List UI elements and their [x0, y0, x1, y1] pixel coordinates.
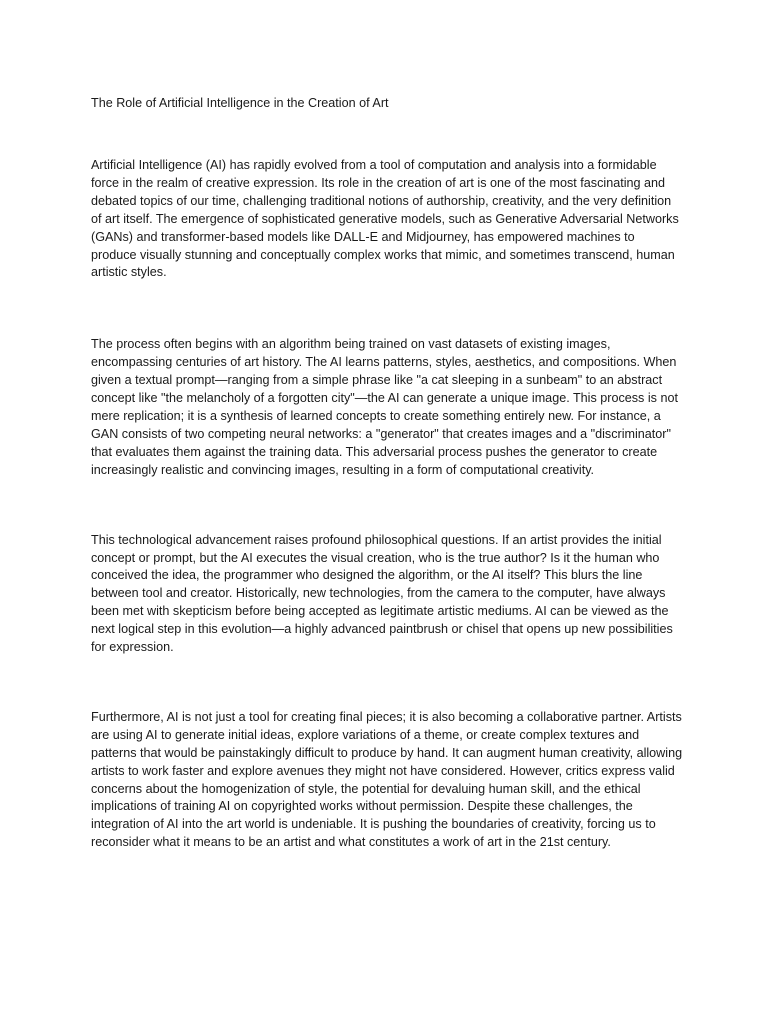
- paragraph-authorship-questions: This technological advancement raises profound philosophical questions. If an artist provides the initial concept or prompt, but the AI executes the visual creation, who is the true author? Is it the human who conceived the idea, the programmer who designed the algorithm, or the AI itself? This blurs the line between tool and creator. Historically, new technologies, from the camera to the computer, have always been met with skepticism before being accepted as legitimate artistic mediums. AI can be viewed as the next logical step in this evolution—a highly advanced paintbrush or chisel that opens up new possibilities for expression.: [91, 532, 673, 655]
- paragraph-collaborative-partner: Furthermore, AI is not just a tool for creating final pieces; it is also becoming a collaborative partner. Artists are using AI to generate initial ideas, explore variations of a theme, or create complex textures and patterns that would be painstakingly difficult to produce by hand. It can augment human creativity, allowing artists to work faster and explore avenues they might not have considered. However, critics express valid concerns about the homogenization of style, the potential for devaluing human skill, and the ethical implications of training AI on copyrighted works without permission. Despite these challenges, the integration of AI into the art world is undeniable. It is pushing the boundaries of creativity, forcing us to reconsider what it means to be an artist and what constitutes a work of art in the 21st century.: [91, 709, 683, 850]
- document-title: The Role of Artificial Intelligence in the Creation of Art: [91, 96, 389, 110]
- document-body: [91, 94, 683, 852]
- paragraph-ai-evolution: Artificial Intelligence (AI) has rapidly evolved from a tool of computation and analysis into a formidable force in the realm of creative expression. Its role in the creation of art is one of the most fascinating and debated topics of our time, challenging traditional notions of authorship, creativity, and the very definition of art itself. The emergence of sophisticated generative models, such as Generative Adversarial Networks (GANs) and transformer-based models like DALL-E and Midjourney, has empowered machines to produce visually stunning and conceptually complex works that mimic, and sometimes transcend, human artistic styles.: [91, 158, 679, 280]
- paragraph-training-process: The process often begins with an algorithm being trained on vast datasets of existing images, encompassing centuries of art history. The AI learns patterns, styles, aesthetics, and compositions. When given a textual prompt—ranging from a simple phrase like "a cat sleeping in a sunbeam" to an abstract concept like "the melancholy of a forgotten city"—the AI can generate a unique image. This process is not mere replication; it is a synthesis of learned concepts to create something entirely new. For instance, a GAN consists of two competing neural networks: a "generator" that creates images and a "discriminator" that evaluates them against the training data. This adversarial process pushes the generator to create increasingly realistic and convincing images, resulting in a form of computational creativity.: [91, 337, 678, 477]
